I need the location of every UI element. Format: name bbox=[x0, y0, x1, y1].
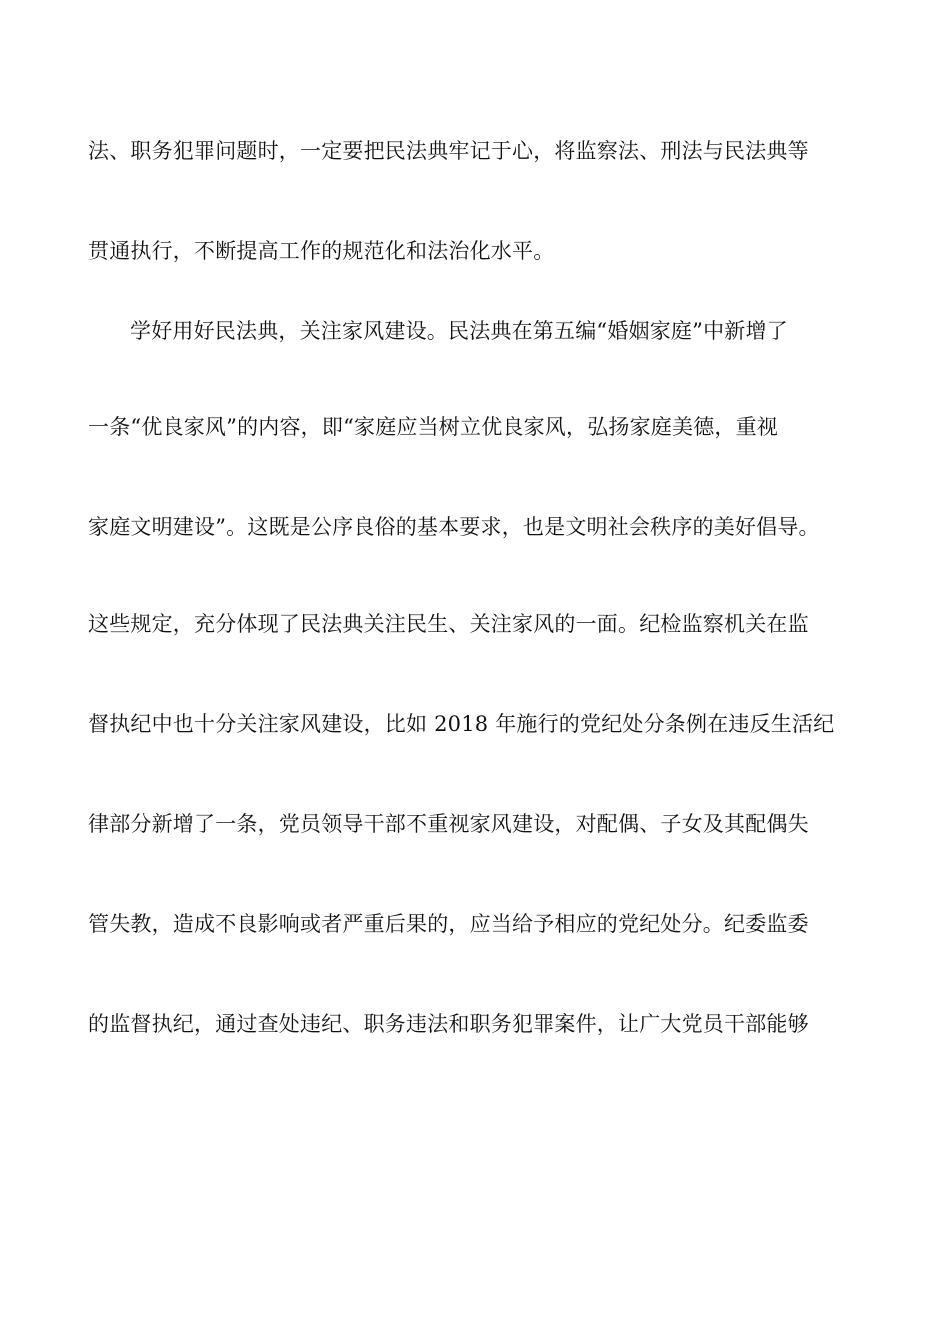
text-line: 家庭文明建设”。这既是公序良俗的基本要求，也是文明社会秩序的美好倡导。 bbox=[88, 515, 820, 539]
text-line: 贯通执行，不断提高工作的规范化和法治化水平。 bbox=[88, 239, 555, 263]
text-line: 管失教，造成不良影响或者严重后果的，应当给予相应的党纪处分。纪委监委 bbox=[88, 912, 809, 936]
text-line: 的监督执纪，通过查处违纪、职务违法和职务犯罪案件，让广大党员干部能够 bbox=[88, 1012, 809, 1036]
text-line: 一条“优良家风”的内容，即“家庭应当树立优良家风，弘扬家庭美德，重视 bbox=[88, 415, 779, 439]
text-line: 这些规定，充分体现了民法典关注民生、关注家风的一面。纪检监察机关在监 bbox=[88, 612, 809, 636]
text-line: 督执纪中也十分关注家风建设，比如 2018 年施行的党纪处分条例在违反生活纪 bbox=[88, 712, 835, 736]
paragraph-first-line: 学好用好民法典，关注家风建设。民法典在第五编“婚姻家庭”中新增了 bbox=[130, 319, 788, 343]
text-line: 法、职务犯罪问题时，一定要把民法典牢记于心，将监察法、刑法与民法典等 bbox=[88, 139, 809, 163]
text-line: 律部分新增了一条，党员领导干部不重视家风建设，对配偶、子女及其配偶失 bbox=[88, 812, 809, 836]
